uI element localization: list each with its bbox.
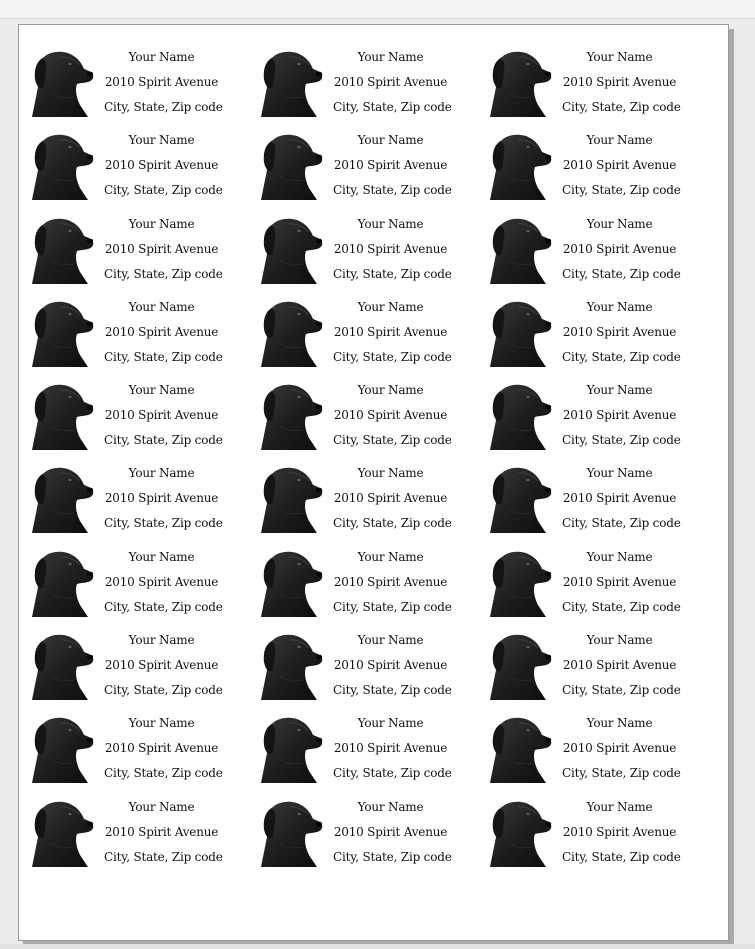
label-street: 2010 Spirit Avenue <box>562 658 677 673</box>
label-street: 2010 Spirit Avenue <box>104 658 219 673</box>
label-name: Your Name <box>586 50 653 64</box>
address-block <box>562 212 681 287</box>
address-label <box>259 545 488 628</box>
address-block <box>104 378 223 453</box>
label-name: Your Name <box>128 383 195 398</box>
label-street: 2010 Spirit Avenue <box>562 574 677 589</box>
label-street: 2010 Spirit Avenue <box>562 491 677 506</box>
address-block <box>104 545 223 620</box>
label-city-line: City, State, Zip code <box>104 516 223 531</box>
address-block <box>104 795 223 870</box>
black-labrador-dog-icon <box>30 130 94 200</box>
address-label <box>488 545 717 628</box>
label-name: Your Name <box>128 633 195 648</box>
label-city-line: City, State, Zip code <box>562 599 681 614</box>
black-labrador-dog-icon <box>488 713 552 783</box>
address-block <box>333 45 452 120</box>
address-block <box>333 378 452 453</box>
black-labrador-dog-icon <box>30 214 94 284</box>
address-label <box>30 461 259 544</box>
label-street: 2010 Spirit Avenue <box>333 824 448 839</box>
address-block <box>562 711 681 786</box>
address-label <box>488 795 717 878</box>
address-label <box>30 628 259 711</box>
label-city-line: City, State, Zip code <box>333 183 452 198</box>
black-labrador-dog-icon <box>259 47 323 117</box>
label-name: Your Name <box>128 799 195 814</box>
label-city-line: City, State, Zip code <box>333 766 452 781</box>
label-street: 2010 Spirit Avenue <box>333 741 448 756</box>
label-street: 2010 Spirit Avenue <box>104 241 219 256</box>
address-label <box>30 378 259 461</box>
viewer-toolbar <box>0 0 755 19</box>
address-block <box>104 212 223 287</box>
black-labrador-dog-icon <box>259 547 323 617</box>
label-city-line: City, State, Zip code <box>562 433 681 448</box>
label-name: Your Name <box>357 549 424 564</box>
black-labrador-dog-icon <box>488 130 552 200</box>
label-name: Your Name <box>357 50 424 64</box>
address-label <box>259 461 488 544</box>
black-labrador-dog-icon <box>30 297 94 367</box>
black-labrador-dog-icon <box>488 797 552 867</box>
address-label <box>30 212 259 295</box>
label-name: Your Name <box>128 549 195 564</box>
address-label <box>259 212 488 295</box>
address-label <box>259 628 488 711</box>
label-name: Your Name <box>586 383 653 398</box>
label-name: Your Name <box>586 633 653 648</box>
label-city-line: City, State, Zip code <box>562 100 681 114</box>
address-block <box>333 711 452 786</box>
label-city-line: City, State, Zip code <box>333 516 452 531</box>
address-block <box>562 628 681 703</box>
label-street: 2010 Spirit Avenue <box>333 408 448 423</box>
label-city-line: City, State, Zip code <box>562 183 681 198</box>
address-block <box>333 295 452 370</box>
address-block <box>562 128 681 203</box>
black-labrador-dog-icon <box>30 47 94 117</box>
label-name: Your Name <box>128 716 195 731</box>
label-street: 2010 Spirit Avenue <box>333 658 448 673</box>
label-street: 2010 Spirit Avenue <box>562 241 677 256</box>
address-label <box>488 628 717 711</box>
label-street: 2010 Spirit Avenue <box>104 491 219 506</box>
label-name: Your Name <box>586 216 653 231</box>
label-city-line: City, State, Zip code <box>333 599 452 614</box>
label-city-line: City, State, Zip code <box>562 766 681 781</box>
label-city-line: City, State, Zip code <box>562 849 681 864</box>
address-label-grid <box>30 45 717 878</box>
label-street: 2010 Spirit Avenue <box>104 324 219 339</box>
label-city-line: City, State, Zip code <box>104 183 223 198</box>
black-labrador-dog-icon <box>259 214 323 284</box>
label-name: Your Name <box>357 383 424 398</box>
label-name: Your Name <box>128 50 195 64</box>
label-city-line: City, State, Zip code <box>333 683 452 698</box>
address-label <box>30 545 259 628</box>
black-labrador-dog-icon <box>488 380 552 450</box>
label-city-line: City, State, Zip code <box>104 349 223 364</box>
address-label <box>488 295 717 378</box>
address-block <box>104 711 223 786</box>
label-name: Your Name <box>586 549 653 564</box>
black-labrador-dog-icon <box>30 547 94 617</box>
black-labrador-dog-icon <box>488 214 552 284</box>
address-label <box>30 295 259 378</box>
label-city-line: City, State, Zip code <box>333 349 452 364</box>
black-labrador-dog-icon <box>259 297 323 367</box>
label-name: Your Name <box>586 466 653 481</box>
label-street: 2010 Spirit Avenue <box>562 824 677 839</box>
label-city-line: City, State, Zip code <box>104 683 223 698</box>
address-label <box>488 128 717 211</box>
label-city-line: City, State, Zip code <box>333 433 452 448</box>
label-city-line: City, State, Zip code <box>562 349 681 364</box>
label-street: 2010 Spirit Avenue <box>562 324 677 339</box>
black-labrador-dog-icon <box>259 713 323 783</box>
label-city-line: City, State, Zip code <box>104 599 223 614</box>
label-name: Your Name <box>586 133 653 148</box>
label-street: 2010 Spirit Avenue <box>333 324 448 339</box>
address-label <box>259 128 488 211</box>
address-label <box>259 45 488 128</box>
label-city-line: City, State, Zip code <box>562 683 681 698</box>
black-labrador-dog-icon <box>30 713 94 783</box>
label-street: 2010 Spirit Avenue <box>104 574 219 589</box>
address-block <box>333 461 452 536</box>
address-block <box>562 45 681 120</box>
address-block <box>562 545 681 620</box>
black-labrador-dog-icon <box>30 380 94 450</box>
label-name: Your Name <box>128 299 195 314</box>
label-city-line: City, State, Zip code <box>562 266 681 281</box>
address-label <box>259 295 488 378</box>
black-labrador-dog-icon <box>259 630 323 700</box>
address-block <box>562 295 681 370</box>
address-label <box>488 45 717 128</box>
label-street: 2010 Spirit Avenue <box>333 75 448 89</box>
label-street: 2010 Spirit Avenue <box>333 574 448 589</box>
label-street: 2010 Spirit Avenue <box>562 158 677 173</box>
address-label <box>30 795 259 878</box>
address-label <box>259 378 488 461</box>
label-name: Your Name <box>128 466 195 481</box>
label-name: Your Name <box>357 216 424 231</box>
label-street: 2010 Spirit Avenue <box>562 408 677 423</box>
black-labrador-dog-icon <box>488 547 552 617</box>
label-street: 2010 Spirit Avenue <box>104 75 219 89</box>
label-street: 2010 Spirit Avenue <box>562 741 677 756</box>
label-name: Your Name <box>357 633 424 648</box>
address-label <box>30 711 259 794</box>
label-name: Your Name <box>128 216 195 231</box>
address-block <box>333 628 452 703</box>
address-block <box>333 212 452 287</box>
black-labrador-dog-icon <box>259 797 323 867</box>
address-block <box>104 295 223 370</box>
label-name: Your Name <box>357 133 424 148</box>
address-label <box>488 461 717 544</box>
address-label <box>488 212 717 295</box>
label-name: Your Name <box>357 716 424 731</box>
viewer-bottom-edge <box>0 944 755 949</box>
label-city-line: City, State, Zip code <box>104 100 223 114</box>
label-city-line: City, State, Zip code <box>104 766 223 781</box>
address-block <box>104 461 223 536</box>
label-street: 2010 Spirit Avenue <box>104 824 219 839</box>
address-block <box>333 128 452 203</box>
label-street: 2010 Spirit Avenue <box>333 491 448 506</box>
black-labrador-dog-icon <box>30 463 94 533</box>
address-block <box>562 461 681 536</box>
black-labrador-dog-icon <box>488 463 552 533</box>
address-label <box>30 128 259 211</box>
black-labrador-dog-icon <box>488 630 552 700</box>
address-label <box>259 711 488 794</box>
label-city-line: City, State, Zip code <box>104 266 223 281</box>
black-labrador-dog-icon <box>259 463 323 533</box>
label-city-line: City, State, Zip code <box>104 849 223 864</box>
label-name: Your Name <box>586 716 653 731</box>
address-block <box>104 45 223 120</box>
black-labrador-dog-icon <box>488 297 552 367</box>
label-city-line: City, State, Zip code <box>333 100 452 114</box>
address-label <box>30 45 259 128</box>
label-city-line: City, State, Zip code <box>104 433 223 448</box>
label-street: 2010 Spirit Avenue <box>104 158 219 173</box>
label-city-line: City, State, Zip code <box>333 849 452 864</box>
label-street: 2010 Spirit Avenue <box>333 241 448 256</box>
label-city-line: City, State, Zip code <box>562 516 681 531</box>
label-name: Your Name <box>586 299 653 314</box>
black-labrador-dog-icon <box>30 630 94 700</box>
black-labrador-dog-icon <box>259 380 323 450</box>
black-labrador-dog-icon <box>259 130 323 200</box>
address-block <box>104 628 223 703</box>
label-name: Your Name <box>357 466 424 481</box>
label-city-line: City, State, Zip code <box>333 266 452 281</box>
address-block <box>333 545 452 620</box>
label-name: Your Name <box>128 133 195 148</box>
black-labrador-dog-icon <box>488 47 552 117</box>
label-name: Your Name <box>357 299 424 314</box>
label-street: 2010 Spirit Avenue <box>562 75 677 89</box>
label-street: 2010 Spirit Avenue <box>104 408 219 423</box>
address-label <box>488 378 717 461</box>
label-name: Your Name <box>357 799 424 814</box>
address-block <box>562 378 681 453</box>
address-label <box>259 795 488 878</box>
label-street: 2010 Spirit Avenue <box>104 741 219 756</box>
label-name: Your Name <box>586 799 653 814</box>
label-street: 2010 Spirit Avenue <box>333 158 448 173</box>
address-label <box>488 711 717 794</box>
address-block <box>104 128 223 203</box>
address-block <box>333 795 452 870</box>
address-block <box>562 795 681 870</box>
black-labrador-dog-icon <box>30 797 94 867</box>
